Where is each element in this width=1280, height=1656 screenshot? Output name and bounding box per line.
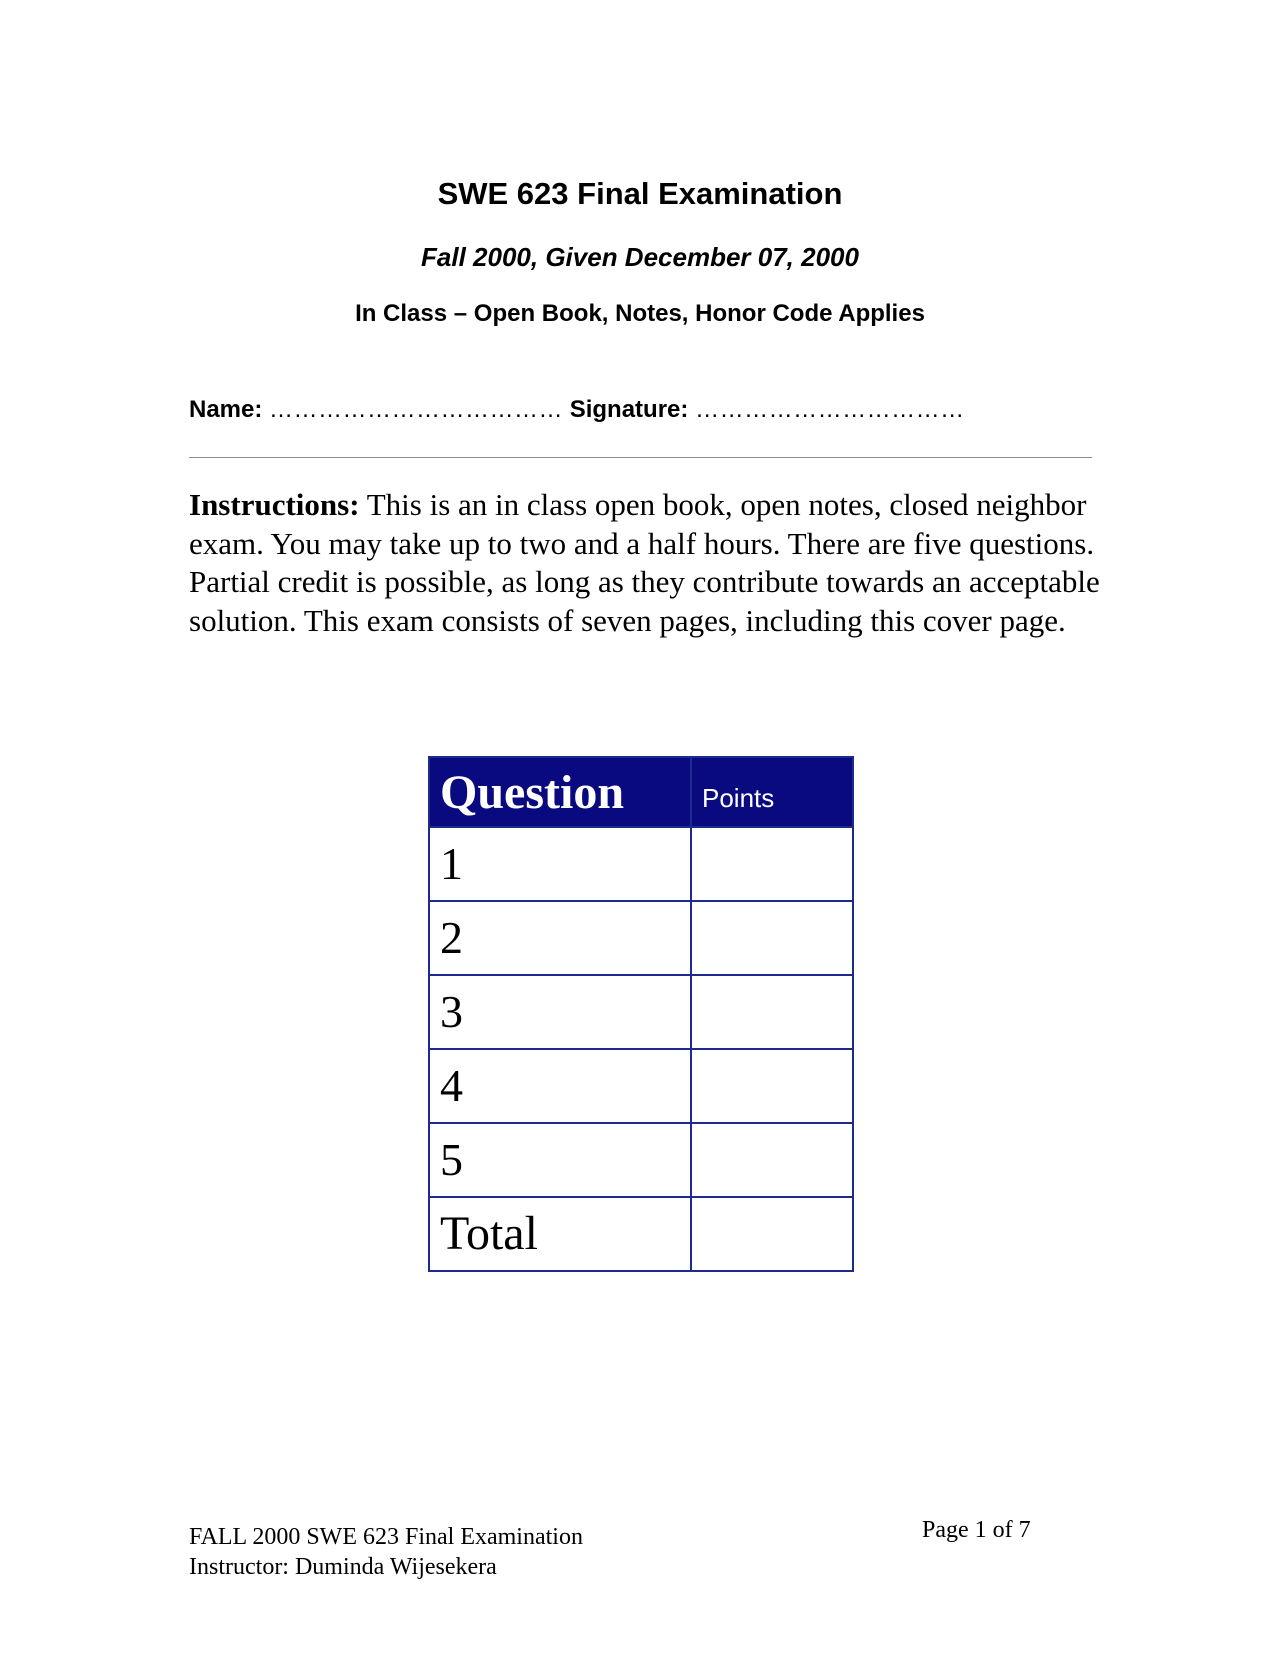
score-table-header-row	[429, 757, 853, 827]
exam-subtitle: Fall 2000, Given December 07, 2000	[421, 242, 859, 272]
name-signature-line	[189, 394, 965, 426]
points-cell	[691, 1049, 853, 1123]
horizontal-divider	[189, 457, 1092, 458]
table-row-total	[429, 1197, 853, 1271]
question-number-cell: 3	[429, 975, 691, 1049]
points-column-header: Points	[691, 757, 853, 827]
instructions-label: Instructions:	[189, 487, 360, 522]
footer-instructor-line: Instructor: Duminda Wijesekera	[189, 1554, 497, 1580]
instructions-paragraph	[189, 486, 1109, 640]
total-label-cell: Total	[429, 1197, 691, 1271]
question-number-cell: 1	[429, 827, 691, 901]
exam-rules: In Class – Open Book, Notes, Honor Code Applies	[355, 300, 925, 327]
score-table	[428, 756, 854, 1272]
points-cell	[691, 901, 853, 975]
name-label: Name:	[189, 396, 263, 423]
footer-left	[189, 1522, 583, 1582]
points-cell	[691, 1123, 853, 1197]
table-row	[429, 1123, 853, 1197]
signature-blank: ……………………………	[695, 396, 965, 423]
exam-title: SWE 623 Final Examination	[437, 176, 843, 211]
table-row	[429, 827, 853, 901]
table-row	[429, 1049, 853, 1123]
points-cell	[691, 827, 853, 901]
footer-course-line: FALL 2000 SWE 623 Final Examination	[189, 1524, 583, 1550]
page-number: Page 1 of 7	[922, 1517, 1031, 1543]
table-row	[429, 975, 853, 1049]
question-number-cell: 4	[429, 1049, 691, 1123]
name-blank: ………………………………	[269, 396, 564, 423]
table-row	[429, 901, 853, 975]
signature-label: Signature:	[569, 396, 689, 423]
instructions-text: This is an in class open book, open notes, closed neighbor exam. You may take up to two and a half hours. There are five questions. Partial credit is possible, as long as they contribute towards an acceptable solution. This exam consists of seven pages, including this cover page.	[189, 487, 1100, 638]
total-points-cell	[691, 1197, 853, 1271]
question-number-cell: 5	[429, 1123, 691, 1197]
question-column-header: Question	[429, 757, 691, 827]
question-number-cell: 2	[429, 901, 691, 975]
points-cell	[691, 975, 853, 1049]
